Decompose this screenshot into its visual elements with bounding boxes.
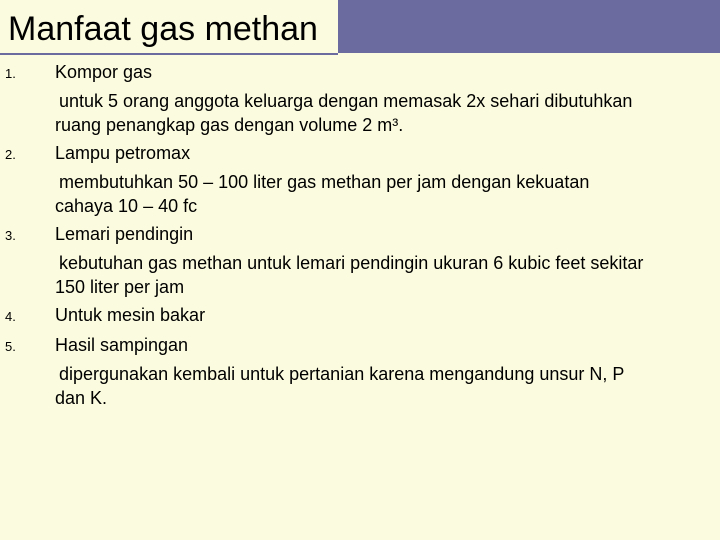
item-heading: Untuk mesin bakar: [55, 305, 206, 325]
item-detail: kebutuhan gas methan untuk lemari pendingin ukuran 6 kubic feet sekitar: [59, 253, 644, 273]
item-number: 3.: [5, 228, 16, 243]
item-detail: ruang penangkap gas dengan volume 2 m³.: [55, 115, 404, 135]
item-heading: Hasil sampingan: [55, 335, 189, 355]
item-heading: Lemari pendingin: [55, 224, 194, 244]
item-detail: 150 liter per jam: [55, 277, 185, 297]
item-heading: Lampu petromax: [55, 143, 191, 163]
item-number: 4.: [5, 309, 16, 324]
item-heading: Kompor gas: [55, 62, 153, 82]
page-title: Manfaat gas methan: [8, 10, 318, 48]
item-detail: membutuhkan 50 – 100 liter gas methan per jam dengan kekuatan: [59, 172, 590, 192]
item-detail: dipergunakan kembali untuk pertanian karena mengandung unsur N, P: [59, 364, 625, 384]
item-detail: dan K.: [55, 388, 108, 408]
item-number: 5.: [5, 339, 16, 354]
item-detail: cahaya 10 – 40 fc: [55, 196, 198, 216]
item-number: 2.: [5, 147, 16, 162]
item-number: 1.: [5, 66, 16, 81]
item-detail: untuk 5 orang anggota keluarga dengan memasak 2x sehari dibutuhkan: [59, 91, 633, 111]
